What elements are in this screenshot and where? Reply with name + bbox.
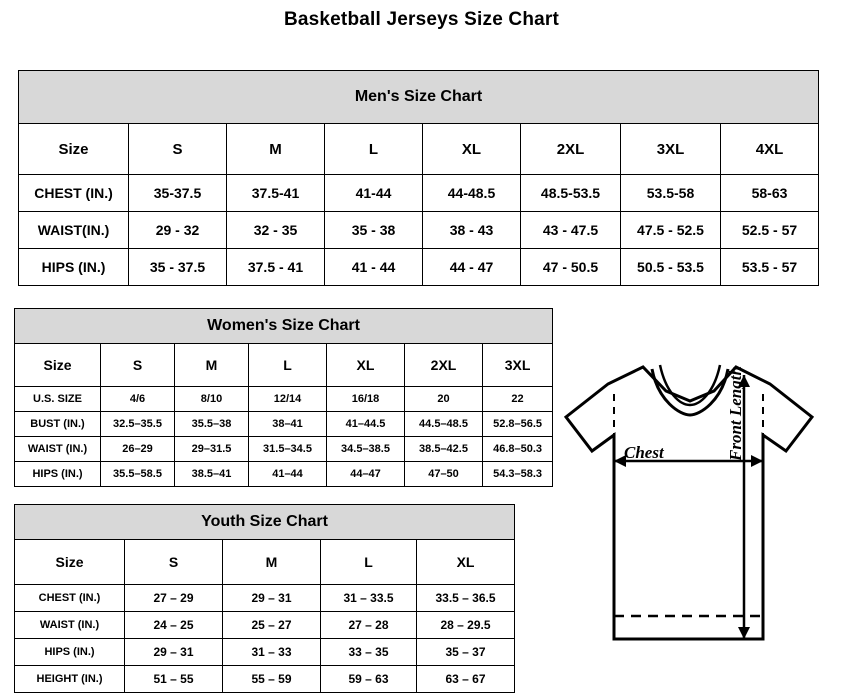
mens-header-cell: 4XL <box>721 124 819 175</box>
womens-caption: Women's Size Chart <box>15 309 553 344</box>
womens-header-cell: XL <box>327 344 405 387</box>
mens-header-cell: 3XL <box>621 124 721 175</box>
womens-cell: 20 <box>405 387 483 412</box>
mens-header-cell: S <box>129 124 227 175</box>
womens-row-label: U.S. SIZE <box>15 387 101 412</box>
mens-cell: 44-48.5 <box>423 175 521 212</box>
mens-header-cell: 2XL <box>521 124 621 175</box>
mens-cell: 37.5 - 41 <box>227 249 325 286</box>
youth-cell: 29 – 31 <box>125 639 223 666</box>
table-row <box>15 462 553 487</box>
mens-cell: 35 - 38 <box>325 212 423 249</box>
youth-cell: 51 – 55 <box>125 666 223 693</box>
mens-cell: 37.5-41 <box>227 175 325 212</box>
table-row <box>19 175 819 212</box>
womens-cell: 41–44.5 <box>327 412 405 437</box>
womens-header-cell: M <box>175 344 249 387</box>
womens-cell: 38.5–41 <box>175 462 249 487</box>
womens-cell: 44.5–48.5 <box>405 412 483 437</box>
youth-cell: 28 – 29.5 <box>417 612 515 639</box>
mens-cell: 44 - 47 <box>423 249 521 286</box>
womens-row-label: WAIST (IN.) <box>15 437 101 462</box>
womens-cell: 41–44 <box>249 462 327 487</box>
mens-cell: 41-44 <box>325 175 423 212</box>
womens-cell: 22 <box>483 387 553 412</box>
youth-size-chart-table <box>14 504 515 693</box>
youth-row-label: CHEST (IN.) <box>15 585 125 612</box>
womens-header-cell: S <box>101 344 175 387</box>
mens-size-chart-section <box>18 70 819 286</box>
youth-row-label: WAIST (IN.) <box>15 612 125 639</box>
womens-cell: 8/10 <box>175 387 249 412</box>
womens-size-chart-section <box>14 308 553 487</box>
womens-row-label: BUST (IN.) <box>15 412 101 437</box>
mens-cell: 35-37.5 <box>129 175 227 212</box>
womens-cell: 12/14 <box>249 387 327 412</box>
womens-header-cell: Size <box>15 344 101 387</box>
mens-cell: 35 - 37.5 <box>129 249 227 286</box>
table-row <box>19 249 819 286</box>
youth-header-cell: S <box>125 540 223 585</box>
youth-cell: 27 – 28 <box>321 612 417 639</box>
youth-cell: 33.5 – 36.5 <box>417 585 515 612</box>
youth-cell: 63 – 67 <box>417 666 515 693</box>
mens-header-cell: L <box>325 124 423 175</box>
youth-cell: 31 – 33 <box>223 639 321 666</box>
mens-cell: 32 - 35 <box>227 212 325 249</box>
womens-cell: 4/6 <box>101 387 175 412</box>
shirt-measurement-diagram <box>548 339 838 669</box>
womens-caption-row <box>15 309 553 344</box>
youth-cell: 35 – 37 <box>417 639 515 666</box>
mens-cell: 50.5 - 53.5 <box>621 249 721 286</box>
mens-caption: Men's Size Chart <box>19 71 819 124</box>
womens-cell: 52.8–56.5 <box>483 412 553 437</box>
womens-size-chart-table <box>14 308 553 487</box>
mens-cell: 47.5 - 52.5 <box>621 212 721 249</box>
youth-header-cell: M <box>223 540 321 585</box>
mens-header-cell: M <box>227 124 325 175</box>
mens-header-row <box>19 124 819 175</box>
womens-cell: 31.5–34.5 <box>249 437 327 462</box>
youth-header-cell: Size <box>15 540 125 585</box>
youth-cell: 55 – 59 <box>223 666 321 693</box>
table-row <box>15 612 515 639</box>
mens-cell: 52.5 - 57 <box>721 212 819 249</box>
table-row <box>15 585 515 612</box>
womens-header-cell: 3XL <box>483 344 553 387</box>
mens-cell: 29 - 32 <box>129 212 227 249</box>
mens-row-label: WAIST(IN.) <box>19 212 129 249</box>
womens-cell: 35.5–38 <box>175 412 249 437</box>
womens-header-cell: 2XL <box>405 344 483 387</box>
table-row <box>19 212 819 249</box>
womens-cell: 34.5–38.5 <box>327 437 405 462</box>
youth-caption: Youth Size Chart <box>15 505 515 540</box>
mens-cell: 41 - 44 <box>325 249 423 286</box>
mens-caption-row <box>19 71 819 124</box>
chest-measure-label: Chest <box>624 443 664 462</box>
mens-cell: 38 - 43 <box>423 212 521 249</box>
mens-header-cell: XL <box>423 124 521 175</box>
womens-cell: 47–50 <box>405 462 483 487</box>
youth-cell: 25 – 27 <box>223 612 321 639</box>
table-row <box>15 437 553 462</box>
womens-row-label: HIPS (IN.) <box>15 462 101 487</box>
youth-header-cell: XL <box>417 540 515 585</box>
youth-cell: 27 – 29 <box>125 585 223 612</box>
table-row <box>15 412 553 437</box>
mens-cell: 47 - 50.5 <box>521 249 621 286</box>
youth-row-label: HIPS (IN.) <box>15 639 125 666</box>
womens-cell: 54.3–58.3 <box>483 462 553 487</box>
mens-cell: 43 - 47.5 <box>521 212 621 249</box>
youth-caption-row <box>15 505 515 540</box>
table-row <box>15 639 515 666</box>
youth-cell: 29 – 31 <box>223 585 321 612</box>
youth-cell: 31 – 33.5 <box>321 585 417 612</box>
mens-cell: 58-63 <box>721 175 819 212</box>
table-row <box>15 387 553 412</box>
front-length-measure-label: Front Length <box>726 366 745 461</box>
mens-row-label: HIPS (IN.) <box>19 249 129 286</box>
womens-cell: 26–29 <box>101 437 175 462</box>
womens-cell: 32.5–35.5 <box>101 412 175 437</box>
womens-cell: 29–31.5 <box>175 437 249 462</box>
mens-size-chart-table <box>18 70 819 286</box>
youth-cell: 24 – 25 <box>125 612 223 639</box>
womens-header-row <box>15 344 553 387</box>
womens-cell: 16/18 <box>327 387 405 412</box>
youth-size-chart-section <box>14 504 515 693</box>
youth-header-row <box>15 540 515 585</box>
mens-row-label: CHEST (IN.) <box>19 175 129 212</box>
page-title: Basketball Jerseys Size Chart <box>283 9 560 30</box>
womens-cell: 44–47 <box>327 462 405 487</box>
youth-cell: 33 – 35 <box>321 639 417 666</box>
youth-header-cell: L <box>321 540 417 585</box>
womens-cell: 46.8–50.3 <box>483 437 553 462</box>
jersey-outline-icon <box>548 339 838 669</box>
womens-cell: 38.5–42.5 <box>405 437 483 462</box>
womens-cell: 35.5–58.5 <box>101 462 175 487</box>
mens-header-cell: Size <box>19 124 129 175</box>
table-row <box>15 666 515 693</box>
youth-cell: 59 – 63 <box>321 666 417 693</box>
mens-cell: 48.5-53.5 <box>521 175 621 212</box>
mens-cell: 53.5 - 57 <box>721 249 819 286</box>
mens-cell: 53.5-58 <box>621 175 721 212</box>
womens-header-cell: L <box>249 344 327 387</box>
youth-row-label: HEIGHT (IN.) <box>15 666 125 693</box>
womens-cell: 38–41 <box>249 412 327 437</box>
